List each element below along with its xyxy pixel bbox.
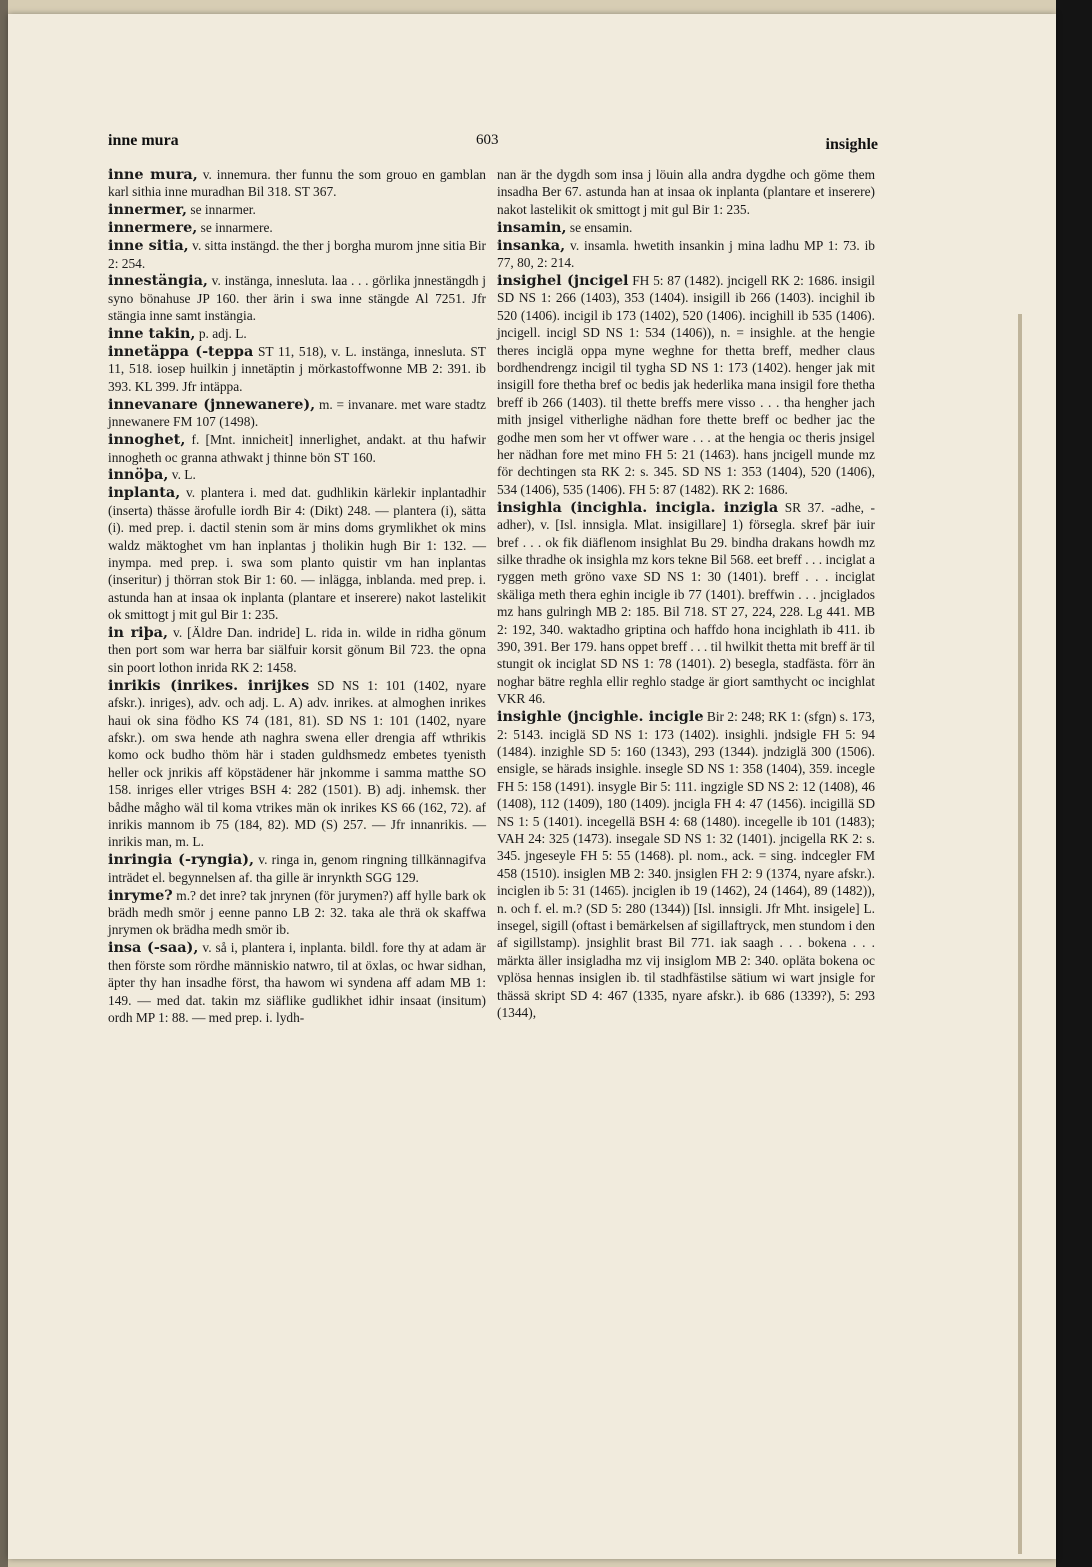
entry-text: f. [Mnt. innicheit] innerlighet, andakt. at thu hafwir innogheth oc granna athwakt j thinne bön ST 160. [108, 432, 486, 465]
dictionary-entry [108, 677, 486, 851]
entry-text: nan är the dygdh som insa j löuin alla andra dygdhe och göme them insadha Ber 67. astunda han at insaa ok inplanta (plantare et inserere) nakot lastelikit ok smittogt j mit gul Bir 1: 235. [497, 167, 875, 217]
entry-headword: innoghet, [108, 431, 186, 449]
entry-headword: in riþa, [108, 624, 169, 642]
entry-headword: innevanare (jnnewanere), [108, 395, 316, 413]
entry-text: m.? det inre? tak jnrynen (för jurymen?) aff hylle bark ok brädh medh smör j eenne panno LB 2: 32. taka ale thrä ok skaffwa jnrymen ok brädha medh smör ib. [108, 887, 486, 938]
scan-right-edge [1056, 0, 1092, 1567]
entry-headword: inryme? [108, 886, 173, 904]
entry-headword: insighle (jncighle. incigle [497, 708, 704, 726]
dictionary-entry [108, 219, 486, 236]
entry-text: v. instänga, innesluta. laa . . . görlika jnnestängdh j syno bönahuse JP 160. ther ärin i swa inne stängde Al 7251. Jfr stängia inne samt instängia. [108, 273, 486, 324]
entry-text: v. plantera i. med dat. gudhlikin kärlekir inplantadhir (inserta) thässe ärofulle iordh Bir 4: (Dikt) 248. — plantera (i), sätta (i). med prep. i. dactil stenin som är mins doms grymlikhet ok mins waldz mäktoghet vm han inplantas j tholikin hugh Bir 1: 132. — inympa. med prep. i. swa som planto quistir vm han inplantas (inseritur) j thörran stok Bir 1: 60. — inlägga, inblanda. med prep. i. astunda han at insaa ok inplanta (plantare et inserere) nakot lastelikit ok smittogt j mit gul Bir 1: 235. [108, 485, 486, 623]
entry-text: v. insamla. hwetith insankin j mina ladhu MP 1: 73. ib 77, 80, 2: 214. [497, 237, 876, 271]
left-column [108, 166, 486, 1027]
entry-headword: insa (-saa), [108, 939, 199, 957]
dictionary-entry [108, 851, 486, 886]
dictionary-entry [108, 272, 486, 324]
entry-headword: inne takin, [108, 325, 196, 343]
running-header [108, 122, 878, 154]
entry-text: SR 37. -adhe, -adher), v. [Isl. innsigla. Mlat. insigillare] 1) försegla. skref þär iuir bref . . . ok fik diäflenom insighlat Bu 29. bindha drakans howdh mz silke thradhe ok insighla mz kors tekne Bil 568. eet breff . . . inciglat a ryggen meth gröno vaxe SD NS 1: 30 (1401). breff . . . inciglat skäliga meth thera eghin incigle ib 77 (1401). breffwin . . . jnciglados mz hans gulringh MB 2: 185. Bil 718. ST 27, 224, 228. Lg 441. MB 2: 192, 340. waktadho griptina och haffdo hona incighlath ib 411. ib 390, 391. Ber 179. hans oppet breff . . . til hwilkit thetta mit breff är til stungit ok inciglat SD NS 1: 78 (1401). 2) besegla, stadfästa. förr än noghar bätre reghla ellir reghlo stadge är giort samthycht oc incighlat VKR 46. [497, 499, 875, 707]
entry-headword: innermer, [108, 201, 188, 219]
dictionary-entry [108, 624, 486, 676]
entry-headword: inrikis (inrikes. inrijkes [108, 676, 310, 694]
dictionary-entry [108, 201, 486, 218]
entry-text: v. L. [171, 467, 196, 483]
entry-text: FH 5: 87 (1482). jncigell RK 2: 1686. insigil SD NS 1: 266 (1403), 353 (1404). insigill ib 266 (1403). incighil ib 520 (1406). incigil ib 173 (1402), 520 (1406). incighill ib 535 (1406). jncigell. incigl SD NS 1: 534 (1406)), n. = insighle. at the hengie theres inciglä oppa myne weghne for thetta breff, medher claus bordhendrengz incigil til tygha SD NS 1: 173 (1402). henger jak mit insigill fore thetha bref oc bedis jak hederlika mana insigil fore thetha breff ib 266 (1403). til thette breffs mere visso . . . tha hengher jach mith jnsigel vitherlighe nädhan fore thette breff oc bedher jac the godhe men som her vt offwer ware . . . at the hengia oc theris jnsigel her nädhan fore met mino FH 5: 21 (1463). hans jncigell munde mz för dechtingen sta RK 2: s. 345. SD NS 1: 353 (1404), 520 (1406), 534 (1406), 535 (1406). FH 5: 87 (1482). RK 2: 1686. [497, 272, 875, 497]
entry-text: Bir 2: 248; RK 1: (sfgn) s. 173, 2: 5143. inciglä SD NS 1: 173 (1402). insighli. jndsigle FH 5: 94 (1484). inzighle SD 5: 160 (1343), 293 (1344). jndziglä 300 (1506). ensigle, se härads insighle. insegle SD NS 1: 358 (1404), 359. incegle FH 5: 158 (1491). insygle Bir 5: 111. ingzigle SD NS 2: 12 (1408), 46 (1408), 112 (1409), 180 (1409). jncigla FH 4: 47 (1456). incigillä SD NS 1: 5 (1401). incegellä BSH 4: 68 (1480). incegelle ib 101 (1483); VAH 24: 325 (1473). insegale SD NS 1: 32 (1401). jncigella RK 2: s. 345. jngeseyle FH 5: 55 (1468). pl. nom., ack. = sing. indcegler FM 458 (1510). insiglen MB 2: 340. jnsiglen FH 2: 9 (1374, nyare afskr.). inciglen ib 5: 31 (1465). jnciglen ib 19 (1462), 24 (1464), 89 (1482)), n. och f. el. m.? (SD 5: 280 (1344)) [Isl. innsigli. Jfr Mht. insigele] L. insegel, sigill (oftast i bemärkelsen af sigillaftryck, men stundom i den af sigillstamp). jnsighlit brast Bil 771. iak saagh . . . bokena . . . märkta äller insigladha mz vij insiglom MB 2: 340. opläta bokena oc vplösa hennas insiglen ib. til stadhfästilse sätium wi wart jnsigle for thässä skript SD 4: 467 (1335, nyare afskr.). ib 686 (1339?), 5: 293 (1344), [497, 709, 875, 1020]
dictionary-entry [108, 343, 486, 395]
dictionary-entry [108, 396, 486, 431]
dictionary-entry [108, 431, 486, 466]
scan-left-edge [0, 0, 8, 1567]
entry-text: ST 11, 518), v. L. instänga, innesluta. ST 11, 518. iosep huilkin j innetäptin j mörkastoffwonne MB 2: 391. ib 393. KL 399. Jfr intäppa. [108, 344, 486, 394]
dictionary-entry [497, 237, 875, 272]
dictionary-entry [108, 325, 486, 342]
dictionary-entry [497, 219, 875, 236]
entry-headword: innetäppa (-teppa [108, 343, 254, 361]
entry-text: p. adj. L. [198, 326, 247, 342]
header-right-catchword: insighle [825, 136, 878, 153]
entry-text: v. så i, plantera i, inplanta. bildl. fore thy at adam är then förste som rördhe människio natwro, til at öxlas, oc hwar sidhan, äpter thy han insadhe först, tha hawom wi syndena aff adam MB 1: 149. — med dat. takin mz siäflike gudlikhet idhir insaat (insitum) ordh MP 1: 88. — med prep. i. lydh- [108, 940, 486, 1025]
dictionary-entry [108, 466, 486, 483]
entry-headword: insighla (incighla. incigla. inzigla [497, 498, 779, 516]
entry-text: SD NS 1: 101 (1402, nyare afskr.). inriges), adv. och adj. L. A) adv. inrikes. at almoghen inrikes haui ok sina födho KS 74 (181, 81). SD NS 1: 101 (1402, nyare afskr.). om swa hende ath naghra swena eller drengia aff wthrikis komo ock budho thöm här i staden guldhsmedz embetes tyenisth heller ock jnrikis aff köpstädener här jnkomme i samma matthe SO 158. inriges eller vtriges BSH 4: 282 (1501). B) adj. inhemsk. ther bådhe mågho wäl til koma vtrikes män ok inrikes KS 66 (162, 72). af inrikis mannom ib 75 (184, 82). MD (S) 257. — Jfr innanrikis. — inrikis man, m. L. [108, 677, 486, 850]
entry-headword: innestängia, [108, 272, 208, 290]
entry-headword: insighel (jncigel [497, 271, 629, 289]
entry-headword: insanka, [497, 236, 566, 254]
entry-text: v. ringa in, genom ringning tillkännagifva inträdet el. begynnelsen af. tha gille är inrynkth SGG 129. [108, 852, 486, 885]
entry-text: se innarmer. [190, 202, 256, 218]
entry-text: m. = invanare. met ware stadtz jnnewanere FM 107 (1498). [108, 396, 487, 430]
entry-headword: inne mura, [108, 166, 198, 183]
dictionary-entry [108, 237, 486, 272]
entry-headword: inplanta, [108, 484, 181, 502]
dictionary-entry [108, 887, 486, 939]
entry-headword: insamin, [497, 218, 567, 236]
entry-headword: innermere, [108, 219, 198, 237]
dictionary-entry [497, 499, 875, 708]
entry-text: se ensamin. [569, 219, 633, 235]
dictionary-entry [497, 166, 875, 218]
entry-headword: inringia (-ryngia), [108, 851, 255, 869]
page-fold-shadow [1018, 314, 1022, 1554]
dictionary-entry [108, 484, 486, 623]
entry-text: se innarmere. [200, 220, 273, 236]
entry-text: v. [Äldre Dan. indride] L. rida in. wilde in ridha gönum then port som war herra bar siälfuir korsit gönum Bil 723. the opna sin poort lothon inrida RK 2: 1458. [108, 625, 486, 675]
header-left-catchword: inne mura [108, 132, 179, 149]
right-column [497, 166, 875, 1022]
entry-headword: innöþa, [108, 466, 169, 484]
dictionary-entry [108, 939, 486, 1026]
entry-headword: inne sitia, [108, 237, 189, 255]
page-number: 603 [476, 132, 499, 148]
entry-text: v. innemura. ther funnu the som grouo en gamblan karl sithia inne muradhan Bil 318. ST 367. [108, 167, 486, 200]
dictionary-entry [497, 708, 875, 1021]
entry-text: v. sitta instängd. the ther j borgha murom jnne sitia Bir 2: 254. [108, 238, 486, 271]
dictionary-entry [497, 272, 875, 498]
dictionary-entry [108, 166, 486, 201]
